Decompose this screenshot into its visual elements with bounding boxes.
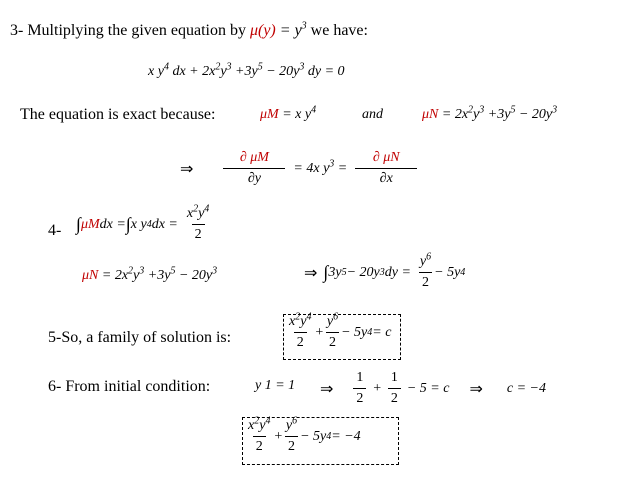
step6-solve bbox=[320, 370, 546, 407]
partial-n-frac bbox=[355, 150, 417, 187]
frac-den: 2 bbox=[388, 388, 401, 407]
mu-n: μN bbox=[422, 107, 439, 122]
partial-m-frac bbox=[223, 150, 285, 187]
implies-arrow: ⇒ bbox=[180, 160, 194, 178]
eq-term: dx + 2x bbox=[168, 64, 216, 79]
implies-arrow: ⇒ bbox=[304, 264, 318, 282]
int-term: dx = bbox=[151, 216, 178, 232]
int-term: − 20y bbox=[346, 264, 380, 280]
mu-of-y: μ(y) bbox=[249, 22, 276, 39]
final-solution: $\frac{x^2y^4}{2}$ + $\frac{y^6}{2}$ − 5y 4 = −4 bbox=[245, 418, 361, 455]
partial-mid-exp: 3 bbox=[329, 157, 335, 169]
mu-n-expression bbox=[422, 104, 558, 123]
mu-n-term: +3y bbox=[484, 107, 511, 122]
int-term: x y bbox=[130, 216, 147, 232]
partial-m-den: ∂y bbox=[223, 168, 285, 187]
step4-integral: ∫ μM dx = ∫ x y 4 dx = $\frac{x^2y^4}{2}$ bbox=[76, 206, 212, 243]
frac-num: 1 bbox=[390, 370, 398, 385]
eq-exp: 5 bbox=[257, 61, 263, 73]
plus-sign: + bbox=[372, 380, 382, 396]
frac-exp: 2 bbox=[254, 415, 260, 427]
x2y4-frac bbox=[245, 415, 273, 455]
partial-m-num: ∂ μM bbox=[239, 150, 269, 165]
integral-sign: ∫ bbox=[125, 214, 131, 234]
frac-den: 2 bbox=[253, 436, 266, 455]
eq-term: +3y bbox=[231, 64, 258, 79]
frac-num: y bbox=[300, 314, 307, 329]
mu-n-exp: 3 bbox=[552, 104, 558, 116]
plus-sign: + bbox=[273, 428, 283, 444]
eq-exp: 3 bbox=[226, 61, 232, 73]
eq-term: dy = 0 bbox=[304, 64, 345, 79]
step3-heading-post: we have: bbox=[306, 22, 368, 39]
tail-term: = c bbox=[372, 324, 392, 340]
frac-exp: 4 bbox=[265, 415, 271, 427]
y6-frac bbox=[324, 311, 341, 351]
plus-sign: + bbox=[314, 324, 324, 340]
partial-n-den: ∂x bbox=[355, 168, 417, 187]
half-frac bbox=[388, 370, 401, 407]
frac-num: x bbox=[248, 418, 255, 433]
step4-label: 4- bbox=[48, 222, 62, 239]
int-term: 3y bbox=[328, 264, 342, 280]
partials-line bbox=[180, 150, 417, 187]
and-word: and bbox=[362, 107, 383, 122]
mu-n-term: y bbox=[473, 107, 480, 122]
frac-den: 2 bbox=[353, 388, 366, 407]
frac-exp: 4 bbox=[204, 203, 210, 215]
integral-n-line: ⇒ ∫ 3y 5 − 20y 3 dy = $\frac{y^6}{2}$ − 5y 4 bbox=[304, 251, 466, 290]
partial-mid-text: = 4x y bbox=[293, 160, 330, 176]
mu-n-term: = 2x bbox=[98, 268, 129, 283]
half-frac bbox=[353, 370, 366, 407]
y6-frac bbox=[417, 251, 434, 291]
step6-label: 6- From initial condition: bbox=[48, 378, 211, 395]
mu-m: μM bbox=[80, 216, 100, 232]
frac-num: y bbox=[198, 206, 205, 221]
mu-n: μN bbox=[82, 268, 99, 283]
tail-term: − 5y bbox=[434, 264, 461, 280]
mu-rhs-text: = y bbox=[275, 22, 302, 39]
frac-den: 2 bbox=[326, 332, 339, 351]
exact-equation bbox=[148, 61, 345, 80]
step3-heading-text: 3- Multiplying the given equation by bbox=[10, 22, 250, 39]
frac-exp: 2 bbox=[193, 203, 199, 215]
mu-n-term: y bbox=[133, 268, 140, 283]
mu-n-exp: 2 bbox=[468, 104, 474, 116]
frac-num: y bbox=[285, 418, 293, 433]
tail-term: − 5y bbox=[300, 428, 327, 444]
frac-num: y bbox=[259, 418, 266, 433]
c-result: c = −4 bbox=[506, 380, 546, 396]
partial-n-num: ∂ μN bbox=[372, 150, 400, 165]
mu-n-term: − 20y bbox=[175, 268, 213, 283]
eq-term: − 20y bbox=[262, 64, 300, 79]
mu-m: μM bbox=[260, 107, 279, 122]
eq-exp: 3 bbox=[299, 61, 305, 73]
implies-arrow: ⇒ bbox=[469, 380, 483, 398]
int-term: dx = bbox=[99, 216, 126, 232]
frac-exp: 6 bbox=[292, 415, 298, 427]
frac-den: 2 bbox=[294, 332, 307, 351]
exact-label: The equation is exact because: bbox=[20, 106, 216, 123]
family-solution: $\frac{x^2y^4}{2}$ + $\frac{y^6}{2}$ − 5y 4 = c bbox=[286, 314, 391, 351]
mu-n-line bbox=[82, 265, 218, 284]
mu-n-term: − 20y bbox=[515, 107, 553, 122]
mu-m-expression bbox=[260, 104, 317, 123]
frac-exp: 2 bbox=[295, 311, 301, 323]
mu-n-term: = 2x bbox=[438, 107, 469, 122]
mu-n-term: +3y bbox=[144, 268, 171, 283]
frac-den: 2 bbox=[285, 436, 298, 455]
frac-exp: 6 bbox=[333, 311, 339, 323]
frac-den: 2 bbox=[419, 272, 432, 291]
mu-n-exp: 5 bbox=[170, 265, 176, 277]
mu-m-rhs: = x y bbox=[278, 107, 312, 122]
mu-m-exp: 4 bbox=[311, 104, 317, 116]
frac-num: y bbox=[326, 314, 334, 329]
tail-term: = −4 bbox=[331, 428, 361, 444]
frac-den: 2 bbox=[192, 224, 205, 243]
initial-condition: y 1 = 1 bbox=[255, 378, 296, 393]
eq-exp: 4 bbox=[163, 61, 169, 73]
implies-arrow: ⇒ bbox=[320, 380, 334, 398]
frac-num: 1 bbox=[356, 370, 364, 385]
mu-n-exp: 3 bbox=[479, 104, 485, 116]
y6-frac bbox=[283, 415, 300, 455]
integral-sign: ∫ bbox=[76, 214, 81, 234]
tail-term: − 5y bbox=[341, 324, 368, 340]
frac-exp: 6 bbox=[426, 251, 432, 263]
eq-exp: 2 bbox=[215, 61, 221, 73]
frac-exp: 4 bbox=[306, 311, 312, 323]
frac-num: x bbox=[186, 206, 194, 221]
frac-num: x bbox=[289, 314, 296, 329]
step4-frac bbox=[184, 203, 212, 243]
frac-num: y bbox=[419, 254, 427, 269]
mu-n-exp: 3 bbox=[212, 265, 218, 277]
x2y4-frac bbox=[286, 311, 314, 351]
step5-label: 5-So, a family of solution is: bbox=[48, 329, 232, 346]
step3-heading bbox=[10, 22, 368, 40]
mu-rhs bbox=[276, 22, 307, 39]
solve-rest: − 5 = c bbox=[406, 380, 450, 396]
mu-n-exp: 2 bbox=[128, 265, 134, 277]
eq-term: x y bbox=[148, 64, 164, 79]
partial-mid bbox=[293, 157, 348, 177]
partial-eq: = bbox=[334, 160, 348, 176]
eq-term: y bbox=[220, 64, 227, 79]
mu-n-exp: 3 bbox=[139, 265, 145, 277]
mu-rhs-exp: 3 bbox=[301, 20, 307, 32]
mu-n-exp: 5 bbox=[510, 104, 516, 116]
int-term: dy = bbox=[384, 264, 411, 280]
integral-sign: ∫ bbox=[323, 262, 329, 282]
